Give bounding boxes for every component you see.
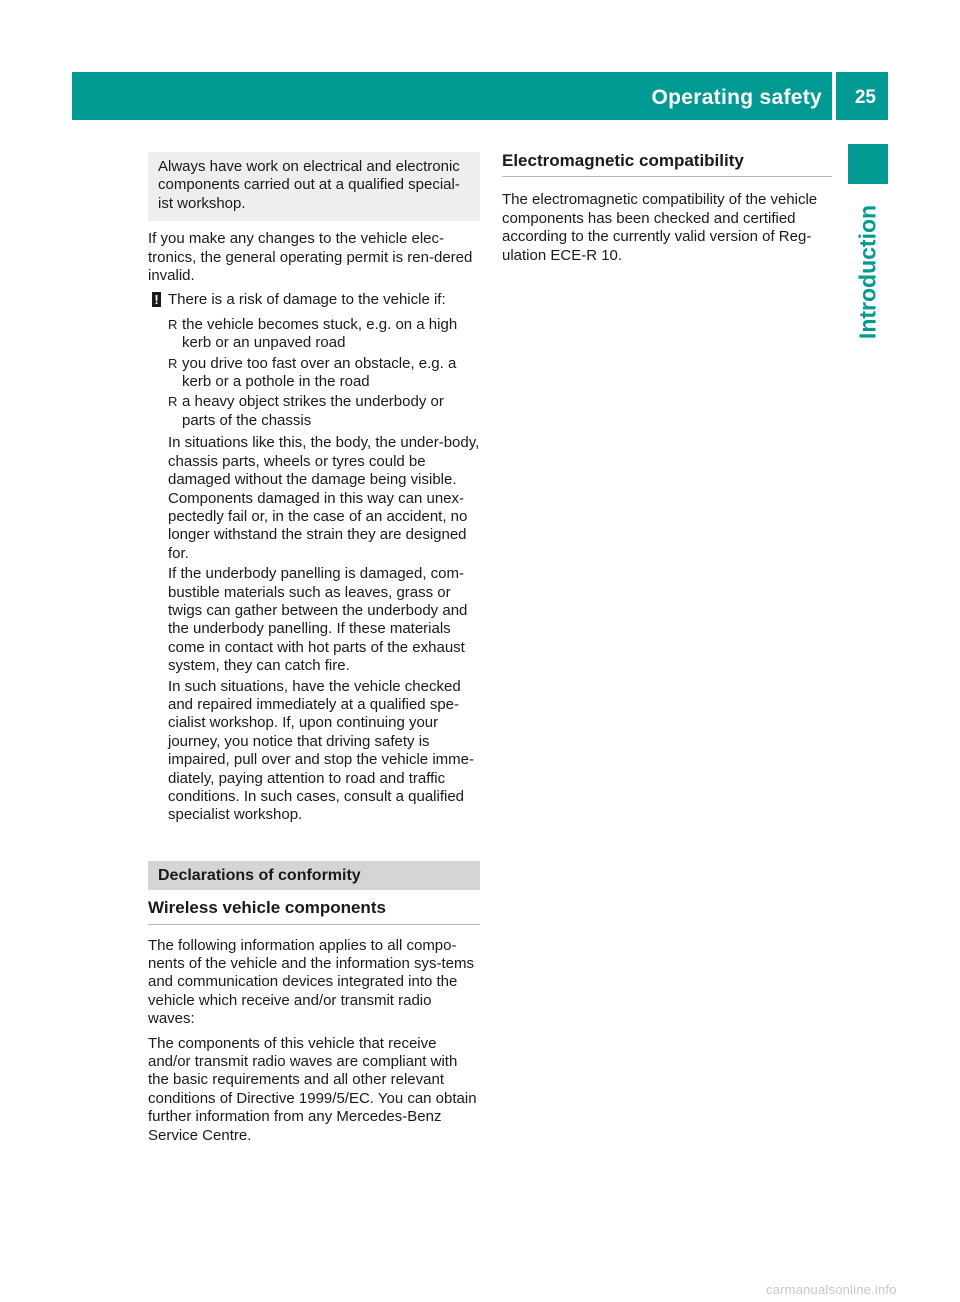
- header-divider: [832, 72, 836, 120]
- list-item: R you drive too fast over an obstacle, e.g. a kerb or a pothole in the road: [168, 354, 457, 391]
- warning-body: [148, 434, 480, 825]
- warning-paragraph: If the underbody panelling is damaged, com-bustible materials such as leaves, grass or twigs can gather between the underbody and the underbody panelling. If these materials come in contact with hot parts of the exhaust system, they can catch fire.: [168, 565, 468, 675]
- chapter-marker: [848, 144, 888, 184]
- warning-paragraph: In such situations, have the vehicle checked and repaired immediately at a qualified spe-cialist workshop. If, upon continuing your journey, you notice that driving safety is impaired, pull over and stop the vehicle imme-diately, paying attention to road and traffic conditions. In such cases, consult a qualified specialist workshop.: [168, 677, 474, 824]
- right-column: [502, 152, 832, 271]
- watermark: carmanualsonline.info: [766, 1282, 897, 1297]
- page-number: 25: [854, 87, 876, 108]
- emc-heading: Electromagnetic compatibility: [502, 152, 832, 177]
- note-box: Always have work on electrical and electronic components carried out at a qualified special-ist workshop.: [148, 152, 480, 221]
- warning-list: [148, 316, 480, 430]
- bullet-icon: R: [168, 316, 178, 332]
- wireless-paragraph: The following information applies to all compo-nents of the vehicle and the information sys-tems and communication devices integrated into the vehicle which receive and/or transmit radio waves:: [148, 936, 475, 1028]
- chapter-tab: Introduction: [854, 204, 881, 340]
- bullet-icon: R: [168, 355, 178, 371]
- wireless-paragraph: The components of this vehicle that receive and/or transmit radio waves are compliant with the basic requirements and all other relevant conditions of Directive 1999/5/EC. You can obtain further information from any Mercedes-Benz Service Centre.: [148, 1034, 477, 1144]
- wireless-heading: Wireless vehicle components: [148, 899, 480, 924]
- bullet-icon: R: [168, 394, 178, 410]
- paragraph-electronics: If you make any changes to the vehicle elec-tronics, the general operating permit is ren-dered invalid.: [148, 230, 473, 285]
- warning-intro: There is a risk of damage to the vehicle if:: [168, 291, 446, 309]
- list-item: R a heavy object strikes the underbody or parts of the chassis: [168, 393, 444, 429]
- left-column: [148, 152, 480, 1151]
- declarations-heading: Declarations of conformity: [148, 861, 480, 890]
- warning-paragraph: In situations like this, the body, the under-body, chassis parts, wheels or tyres could be damaged without the damage being visible. Components damaged in this way can unex-pectedly fail or, in the case of an accident, no longer withstand the strain they are designed for.: [168, 434, 480, 562]
- list-item: R the vehicle becomes stuck, e.g. on a high kerb or an unpaved road: [168, 315, 458, 352]
- page-section-title: Operating safety: [651, 86, 822, 109]
- header-bar: [72, 72, 888, 120]
- warning-block: [148, 291, 480, 309]
- warning-icon: !: [152, 292, 161, 307]
- emc-paragraph: The electromagnetic compatibility of the vehicle components has been checked and certified according to the currently valid version of Reg-ulation ECE-R 10.: [502, 191, 818, 264]
